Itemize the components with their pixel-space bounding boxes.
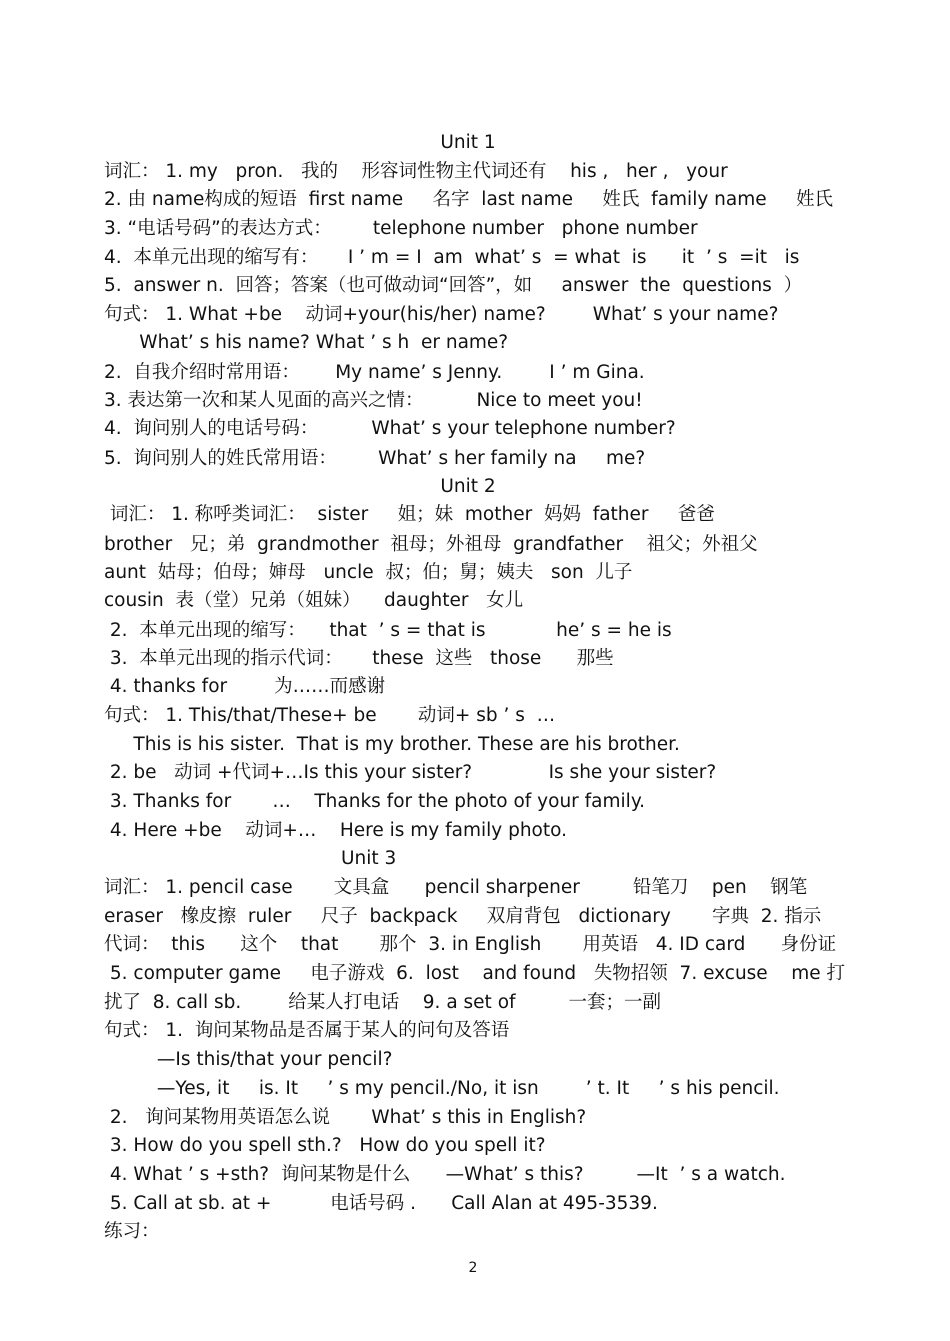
text-line: This is his sister. That is my brother. These are his brother.: [104, 734, 680, 755]
unit-2-heading: Unit 2: [440, 476, 496, 497]
text-line: brother 兄；弟 grandmother 祖母；外祖母 grandfather 祖父；外祖父: [104, 534, 758, 555]
text-line: 词汇： 1. pencil case 文具盒 pencil sharpener 铅笔刀 pen 钢笔: [104, 877, 808, 898]
text-line: aunt 姑母；伯母；婶母 uncle 叔；伯；舅；姨夫 son 儿子: [104, 562, 633, 583]
text-line: 3. 本单元出现的指示代词： these 这些 those 那些: [104, 648, 614, 669]
page-number: 2: [468, 1260, 478, 1276]
text-line: 3. How do you spell sth.? How do you spell it?: [104, 1135, 546, 1156]
text-line: 4. 询问别人的电话号码： What’ s your telephone number?: [104, 418, 676, 439]
text-line: cousin 表（堂）兄弟（姐妹） daughter 女儿: [104, 590, 524, 611]
text-line: 5. answer n. 回答；答案（也可做动词“回答”，如 answer the questions ）: [104, 275, 803, 296]
text-line: eraser 橡皮擦 ruler 尺子 backpack 双肩背包 dictionary 字典 2. 指示: [104, 906, 822, 927]
text-line: 4. Here +be 动词+… Here is my family photo.: [104, 820, 567, 841]
text-line: 句式： 1. 询问某物品是否属于某人的问句及答语: [104, 1020, 510, 1041]
text-line: 代词： this 这个 that 那个 3. in English 用英语 4. ID card 身份证: [104, 934, 837, 955]
text-line: 3. “电话号码”的表达方式： telephone number phone number: [104, 218, 698, 239]
unit-1-heading: Unit 1: [440, 132, 496, 153]
text-line: 4. 本单元出现的缩写有： I ’ m = I am what’ s = what is it ’ s =it is: [104, 247, 800, 268]
text-line: 5. computer game 电子游戏 6. lost and found 失物招领 7. excuse me 打: [104, 963, 845, 984]
text-line: 句式： 1. What +be 动词+your(his/her) name? What’ s your name?: [104, 304, 779, 325]
unit-3-heading: Unit 3: [341, 848, 397, 869]
text-line: 2. 询问某物用英语怎么说 What’ s this in English?: [104, 1107, 587, 1128]
text-line: 2. be 动词 +代词+…Is this your sister? Is she your sister?: [104, 762, 717, 783]
text-line: 词汇： 1. 称呼类词汇： sister 姐；妹 mother 妈妈 father 爸爸: [104, 504, 715, 525]
text-line: 3. 表达第一次和某人见面的高兴之情： Nice to meet you!: [104, 390, 643, 411]
text-line: 3. Thanks for … Thanks for the photo of your family.: [104, 791, 646, 812]
text-line: 句式： 1. This/that/These+ be 动词+ sb ’ s …: [104, 705, 556, 726]
text-line: —Yes, it is. It ’ s my pencil./No, it isn ’ t. It ’ s his pencil.: [104, 1078, 780, 1099]
text-line: 练习：: [104, 1221, 160, 1242]
text-line: 扰了 8. call sb. 给某人打电话 9. a set of 一套；一副: [104, 992, 661, 1013]
text-line: What’ s his name? What ’ s h er name?: [104, 332, 509, 353]
text-line: 词汇： 1. my pron. 我的 形容词性物主代词还有 his , her , your: [104, 161, 728, 182]
text-line: 4. What ’ s +sth? 询问某物是什么 —What’ s this? —It ’ s a watch.: [104, 1164, 786, 1185]
text-line: 2. 由 name构成的短语 first name 名字 last name 姓氏 family name 姓氏: [104, 189, 834, 210]
text-line: 2. 自我介绍时常用语： My name’ s Jenny. I ’ m Gina.: [104, 362, 645, 383]
text-line: 4. thanks for 为……而感谢: [104, 676, 386, 697]
text-line: —Is this/that your pencil?: [104, 1049, 393, 1070]
text-line: 5. 询问别人的姓氏常用语： What’ s her family na me?: [104, 448, 646, 469]
text-line: 5. Call at sb. at + 电话号码 . Call Alan at 495-3539.: [104, 1193, 658, 1214]
text-line: 2. 本单元出现的缩写： that ’ s = that is he’ s = he is: [104, 620, 672, 641]
